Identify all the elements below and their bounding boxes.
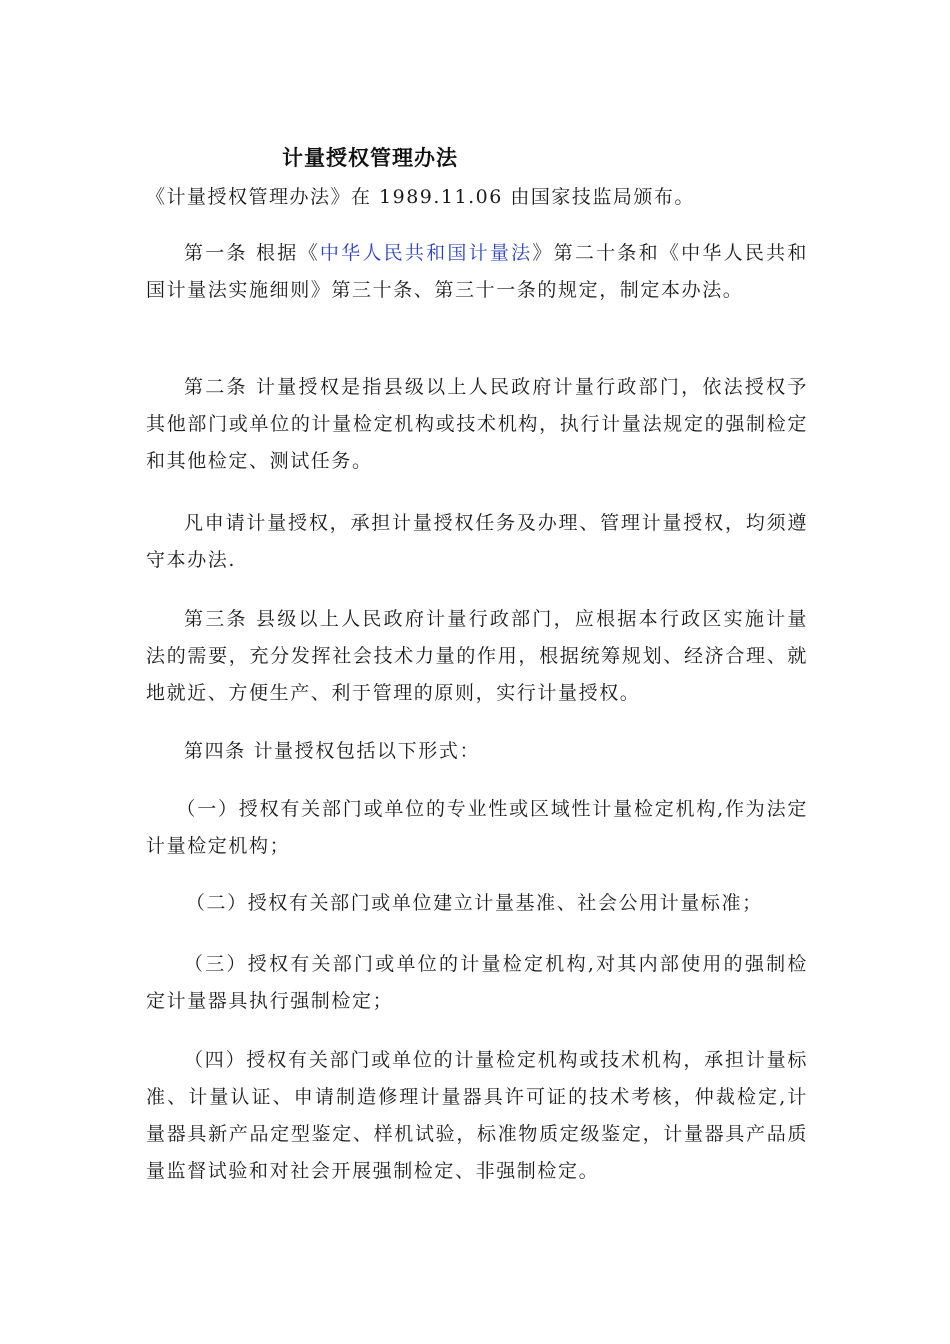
article-4-item-2: （二）授权有关部门或单位建立计量基准、社会公用计量标准； <box>185 892 763 914</box>
article-1-rest: 》第二十条和《中华人民共和国计量法实施细则》第三十条、第三十一条的规定，制定本办法。 <box>146 242 808 301</box>
article-2-paragraph-2: 凡申请计量授权，承担计量授权任务及办理、管理计量授权，均须遵守本办法. <box>146 512 808 571</box>
document-title: 计量授权管理办法 <box>282 146 458 170</box>
metrology-law-link[interactable]: 中华人民共和国计量法 <box>319 242 533 264</box>
article-1-open-quote: 《 <box>298 242 320 264</box>
article-4-item-3: （三）授权有关部门或单位的计量检定机构,对其内部使用的强制检定计量器具执行强制检定； <box>146 953 808 1012</box>
article-1-prefix: 第一条 根据 <box>184 242 299 264</box>
document-intro: 《计量授权管理办法》在 1989.11.06 由国家技监局颁布。 <box>146 186 695 208</box>
article-4-item-1: （一）授权有关部门或单位的专业性或区域性计量检定机构,作为法定计量检定机构； <box>146 798 808 857</box>
article-1 <box>146 235 808 309</box>
article-4-item-4: （四）授权有关部门或单位的计量检定机构或技术机构，承担计量标准、计量认证、申请制造修理计量器具许可证的技术考核，仲裁检定,计量器具新产品定型鉴定、样机试验，标准物质定级鉴定，计量器具产品质量监督试验和对社会开展强制检定、非强制检定。 <box>146 1049 808 1182</box>
article-3: 第三条 县级以上人民政府计量行政部门，应根据本行政区实施计量法的需要，充分发挥社会技术力量的作用，根据统筹规划、经济合理、就地就近、方便生产、利于管理的原则，实行计量授权。 <box>146 608 808 704</box>
article-2: 第二条 计量授权是指县级以上人民政府计量行政部门，依法授权予其他部门或单位的计量检定机构或技术机构，执行计量法规定的强制检定和其他检定、测试任务。 <box>146 376 808 472</box>
article-4: 第四条 计量授权包括以下形式： <box>184 740 481 762</box>
